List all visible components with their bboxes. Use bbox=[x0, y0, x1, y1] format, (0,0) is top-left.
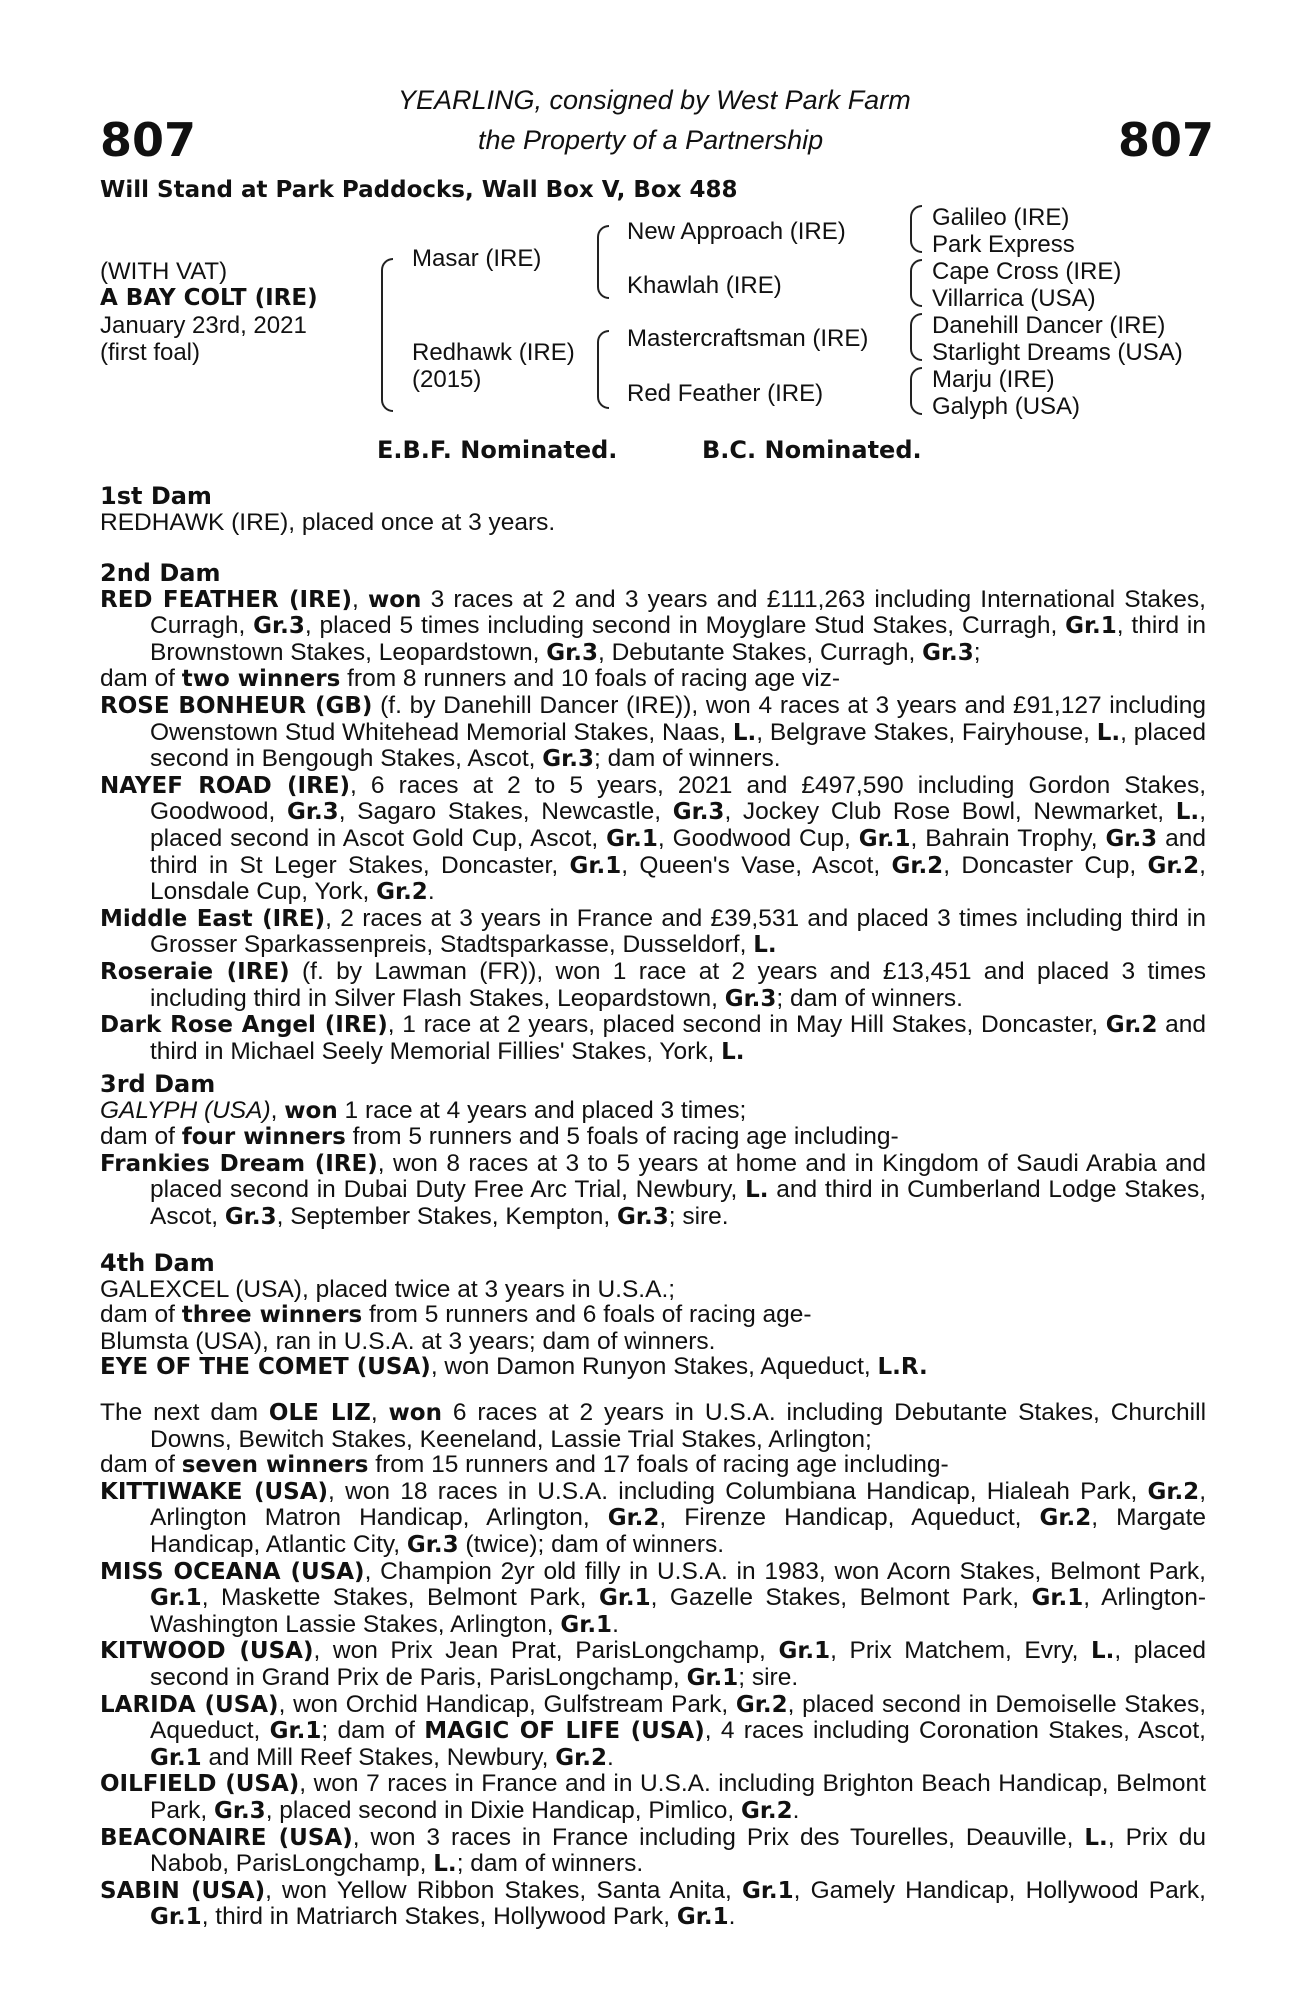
produce-frankies-dream: Frankies Dream (IRE), won 8 races at 3 to 5 years at home and in Kingdom of Saudi Arabia and placed second in Dubai Duty Free Arc Trial, Newbury, L. and third in Cumberland Lodge Stakes, Ascot, Gr.3, September Stakes, Kempton, Gr.3; sire. bbox=[100, 1149, 1206, 1230]
g3-8: Galyph (USA) bbox=[932, 393, 1081, 420]
stand-line: Will Stand at Park Paddocks, Wall Box V, Box 488 bbox=[100, 177, 738, 203]
second-dam-section bbox=[100, 561, 1206, 1065]
foal-note: (first foal) bbox=[100, 339, 201, 366]
produce-dark-rose-angel: Dark Rose Angel (IRE), 1 race at 2 years, placed second in May Hill Stakes, Doncaster, Gr.2 and third in Michael Seely Memorial Fillies' Stakes, York, L. bbox=[100, 1011, 1206, 1065]
property-line: the Property of a Partnership bbox=[478, 125, 824, 155]
ebf-nomination: E.B.F. Nominated. bbox=[377, 436, 618, 464]
sire-name: Masar (IRE) bbox=[412, 245, 542, 272]
fourth-dam-record: GALEXCEL (USA), placed twice at 3 years in U.S.A.; bbox=[100, 1275, 676, 1303]
fourth-dam-section bbox=[100, 1251, 1206, 1381]
pedigree-brace-dam bbox=[597, 330, 609, 409]
produce-eye-of-the-comet: EYE OF THE COMET (USA), won Damon Runyon Stakes, Aqueduct, L.R. bbox=[100, 1353, 928, 1381]
first-dam-section bbox=[100, 484, 1206, 535]
horse-name: A BAY COLT (IRE) bbox=[100, 285, 318, 311]
consignor-line: YEARLING, consigned by West Park Farm bbox=[398, 85, 911, 115]
pedigree-brace-g3-2 bbox=[910, 259, 922, 307]
produce-roseraie: Roseraie (IRE) (f. by Lawman (FR)), won 1 race at 2 years and £13,451 and placed 3 times including third in Silver Flash Stakes, Leopardstown, Gr.3; dam of winners. bbox=[100, 957, 1206, 1012]
g3-1: Galileo (IRE) bbox=[932, 204, 1070, 231]
third-dam-record: GALYPH (USA), won 1 race at 4 years and placed 3 times; bbox=[100, 1096, 747, 1124]
produce-middle-east: Middle East (IRE), 2 races at 3 years in France and £39,531 and placed 3 times including third in Grosser Sparkassenpreis, Stadtsparkasse, Dusseldorf, L. bbox=[100, 904, 1206, 959]
fourth-dam-produce: dam of three winners from 5 runners and 6 foals of racing age- bbox=[100, 1301, 812, 1329]
next-dam-produce: dam of seven winners from 15 runners and 17 foals of racing age including- bbox=[100, 1451, 949, 1479]
produce-blumsta: Blumsta (USA), ran in U.S.A. at 3 years; dam of winners. bbox=[100, 1327, 716, 1355]
produce-beaconaire: BEACONAIRE (USA), won 3 races in France including Prix des Tourelles, Deauville, L., Prix du Nabob, ParisLongchamp, L.; dam of winners. bbox=[100, 1823, 1206, 1878]
dam-year: (2015) bbox=[412, 366, 482, 393]
g3-7: Marju (IRE) bbox=[932, 366, 1055, 393]
produce-kitwood: KITWOOD (USA), won Prix Jean Prat, ParisLongchamp, Gr.1, Prix Matchem, Evry, L., placed second in Grand Prix de Paris, ParisLongchamp, Gr.1; sire. bbox=[100, 1637, 1206, 1691]
next-dam-record: The next dam OLE LIZ, won 6 races at 2 years in U.S.A. including Debutante Stakes, Churchill Downs, Bewitch Stakes, Keeneland, Lassie Trial Stakes, Arlington; bbox=[100, 1399, 1207, 1453]
sire-dam: Khawlah (IRE) bbox=[627, 272, 782, 299]
produce-oilfield: OILFIELD (USA), won 7 races in France and in U.S.A. including Brighton Beach Handicap, Belmont Park, Gr.3, placed second in Dixie Handicap, Pimlico, Gr.2. bbox=[100, 1770, 1206, 1824]
lot-number-right: 807 bbox=[1118, 113, 1215, 167]
first-dam-heading: 1st Dam bbox=[100, 482, 212, 510]
produce-kittiwake: KITTIWAKE (USA), won 18 races in U.S.A. including Columbiana Handicap, Hialeah Park, Gr.2, Arlington Matron Handicap, Arlington, Gr.2, Firenze Handicap, Aqueduct, Gr.2, Margate Handicap, Atlantic City, Gr.3 (twice); dam of winners. bbox=[100, 1477, 1206, 1558]
sire-sire: New Approach (IRE) bbox=[627, 218, 846, 245]
produce-sabin: SABIN (USA), won Yellow Ribbon Stakes, Santa Anita, Gr.1, Gamely Handicap, Hollywood Park, Gr.1, third in Matriarch Stakes, Hollywood Park, Gr.1. bbox=[100, 1876, 1206, 1931]
g3-3: Cape Cross (IRE) bbox=[932, 258, 1122, 285]
lot-number-left: 807 bbox=[100, 113, 197, 167]
bc-nomination: B.C. Nominated. bbox=[702, 436, 922, 464]
third-dam-heading: 3rd Dam bbox=[100, 1070, 216, 1098]
third-dam-produce: dam of four winners from 5 runners and 5 foals of racing age including- bbox=[100, 1123, 899, 1151]
pedigree-brace-sire bbox=[597, 225, 609, 299]
g3-2: Park Express bbox=[932, 231, 1075, 258]
g3-4: Villarrica (USA) bbox=[932, 285, 1096, 312]
vat-label: (WITH VAT) bbox=[100, 258, 228, 285]
dam-sire: Mastercraftsman (IRE) bbox=[627, 325, 869, 352]
produce-nayef-road: NAYEF ROAD (IRE), 6 races at 2 to 5 years, 2021 and £497,590 including Gordon Stakes, Goodwood, Gr.3, Sagaro Stakes, Newcastle, Gr.3, Jockey Club Rose Bowl, Newmarket, L., placed second in Ascot Gold Cup, Ascot, Gr.1, Goodwood Cup, Gr.1, Bahrain Trophy, Gr.3 and third in St Leger Stakes, Doncaster, Gr.1, Queen's Vase, Ascot, Gr.2, Doncaster Cup, Gr.2, Lonsdale Cup, York, Gr.2. bbox=[100, 771, 1207, 906]
produce-larida: LARIDA (USA), won Orchid Handicap, Gulfstream Park, Gr.2, placed second in Demoiselle Stakes, Aqueduct, Gr.1; dam of MAGIC OF LIFE (USA), 4 races including Coronation Stakes, Ascot, Gr.1 and Mill Reef Stakes, Newbury, Gr.2. bbox=[100, 1690, 1206, 1771]
g3-5: Danehill Dancer (IRE) bbox=[932, 312, 1166, 339]
third-dam-section bbox=[100, 1072, 1206, 1231]
second-dam-record: RED FEATHER (IRE), won 3 races at 2 and 3 years and £111,263 including International Stakes, Curragh, Gr.3, placed 5 times including second in Moyglare Stud Stakes, Curragh, Gr.1, third in Brownstown Stakes, Leopardstown, Gr.3, Debutante Stakes, Curragh, Gr.3; bbox=[100, 585, 1206, 666]
next-dam-section bbox=[100, 1400, 1206, 1931]
second-dam-heading: 2nd Dam bbox=[100, 559, 221, 587]
foaled-date: January 23rd, 2021 bbox=[100, 312, 307, 339]
horse-name: RED FEATHER (IRE) bbox=[100, 586, 353, 613]
pedigree-brace-g3-1 bbox=[910, 205, 922, 253]
pedigree-brace-g3-4 bbox=[910, 367, 922, 415]
produce-rose-bonheur: ROSE BONHEUR (GB) (f. by Danehill Dancer (IRE)), won 4 races at 3 years and £91,127 including Owenstown Stud Whitehead Memorial Stakes, Naas, L., Belgrave Stakes, Fairyhouse, L., placed second in Bengough Stakes, Ascot, Gr.3; dam of winners. bbox=[100, 691, 1206, 773]
dam-name: Redhawk (IRE) bbox=[412, 339, 575, 366]
fourth-dam-heading: 4th Dam bbox=[100, 1249, 215, 1277]
second-dam-produce: dam of two winners from 8 runners and 10 foals of racing age viz- bbox=[100, 665, 841, 693]
first-dam-text: REDHAWK (IRE), placed once at 3 years. bbox=[100, 508, 556, 536]
pedigree-brace-g3-3 bbox=[910, 313, 922, 361]
pedigree-brace-main bbox=[381, 258, 393, 412]
produce-miss-oceana: MISS OCEANA (USA), Champion 2yr old filly in U.S.A. in 1983, won Acorn Stakes, Belmont Park, Gr.1, Maskette Stakes, Belmont Park, Gr.1, Gazelle Stakes, Belmont Park, Gr.1, Arlington-Washington Lassie Stakes, Arlington, Gr.1. bbox=[100, 1557, 1206, 1638]
dam-dam: Red Feather (IRE) bbox=[627, 380, 824, 407]
g3-6: Starlight Dreams (USA) bbox=[932, 339, 1183, 366]
